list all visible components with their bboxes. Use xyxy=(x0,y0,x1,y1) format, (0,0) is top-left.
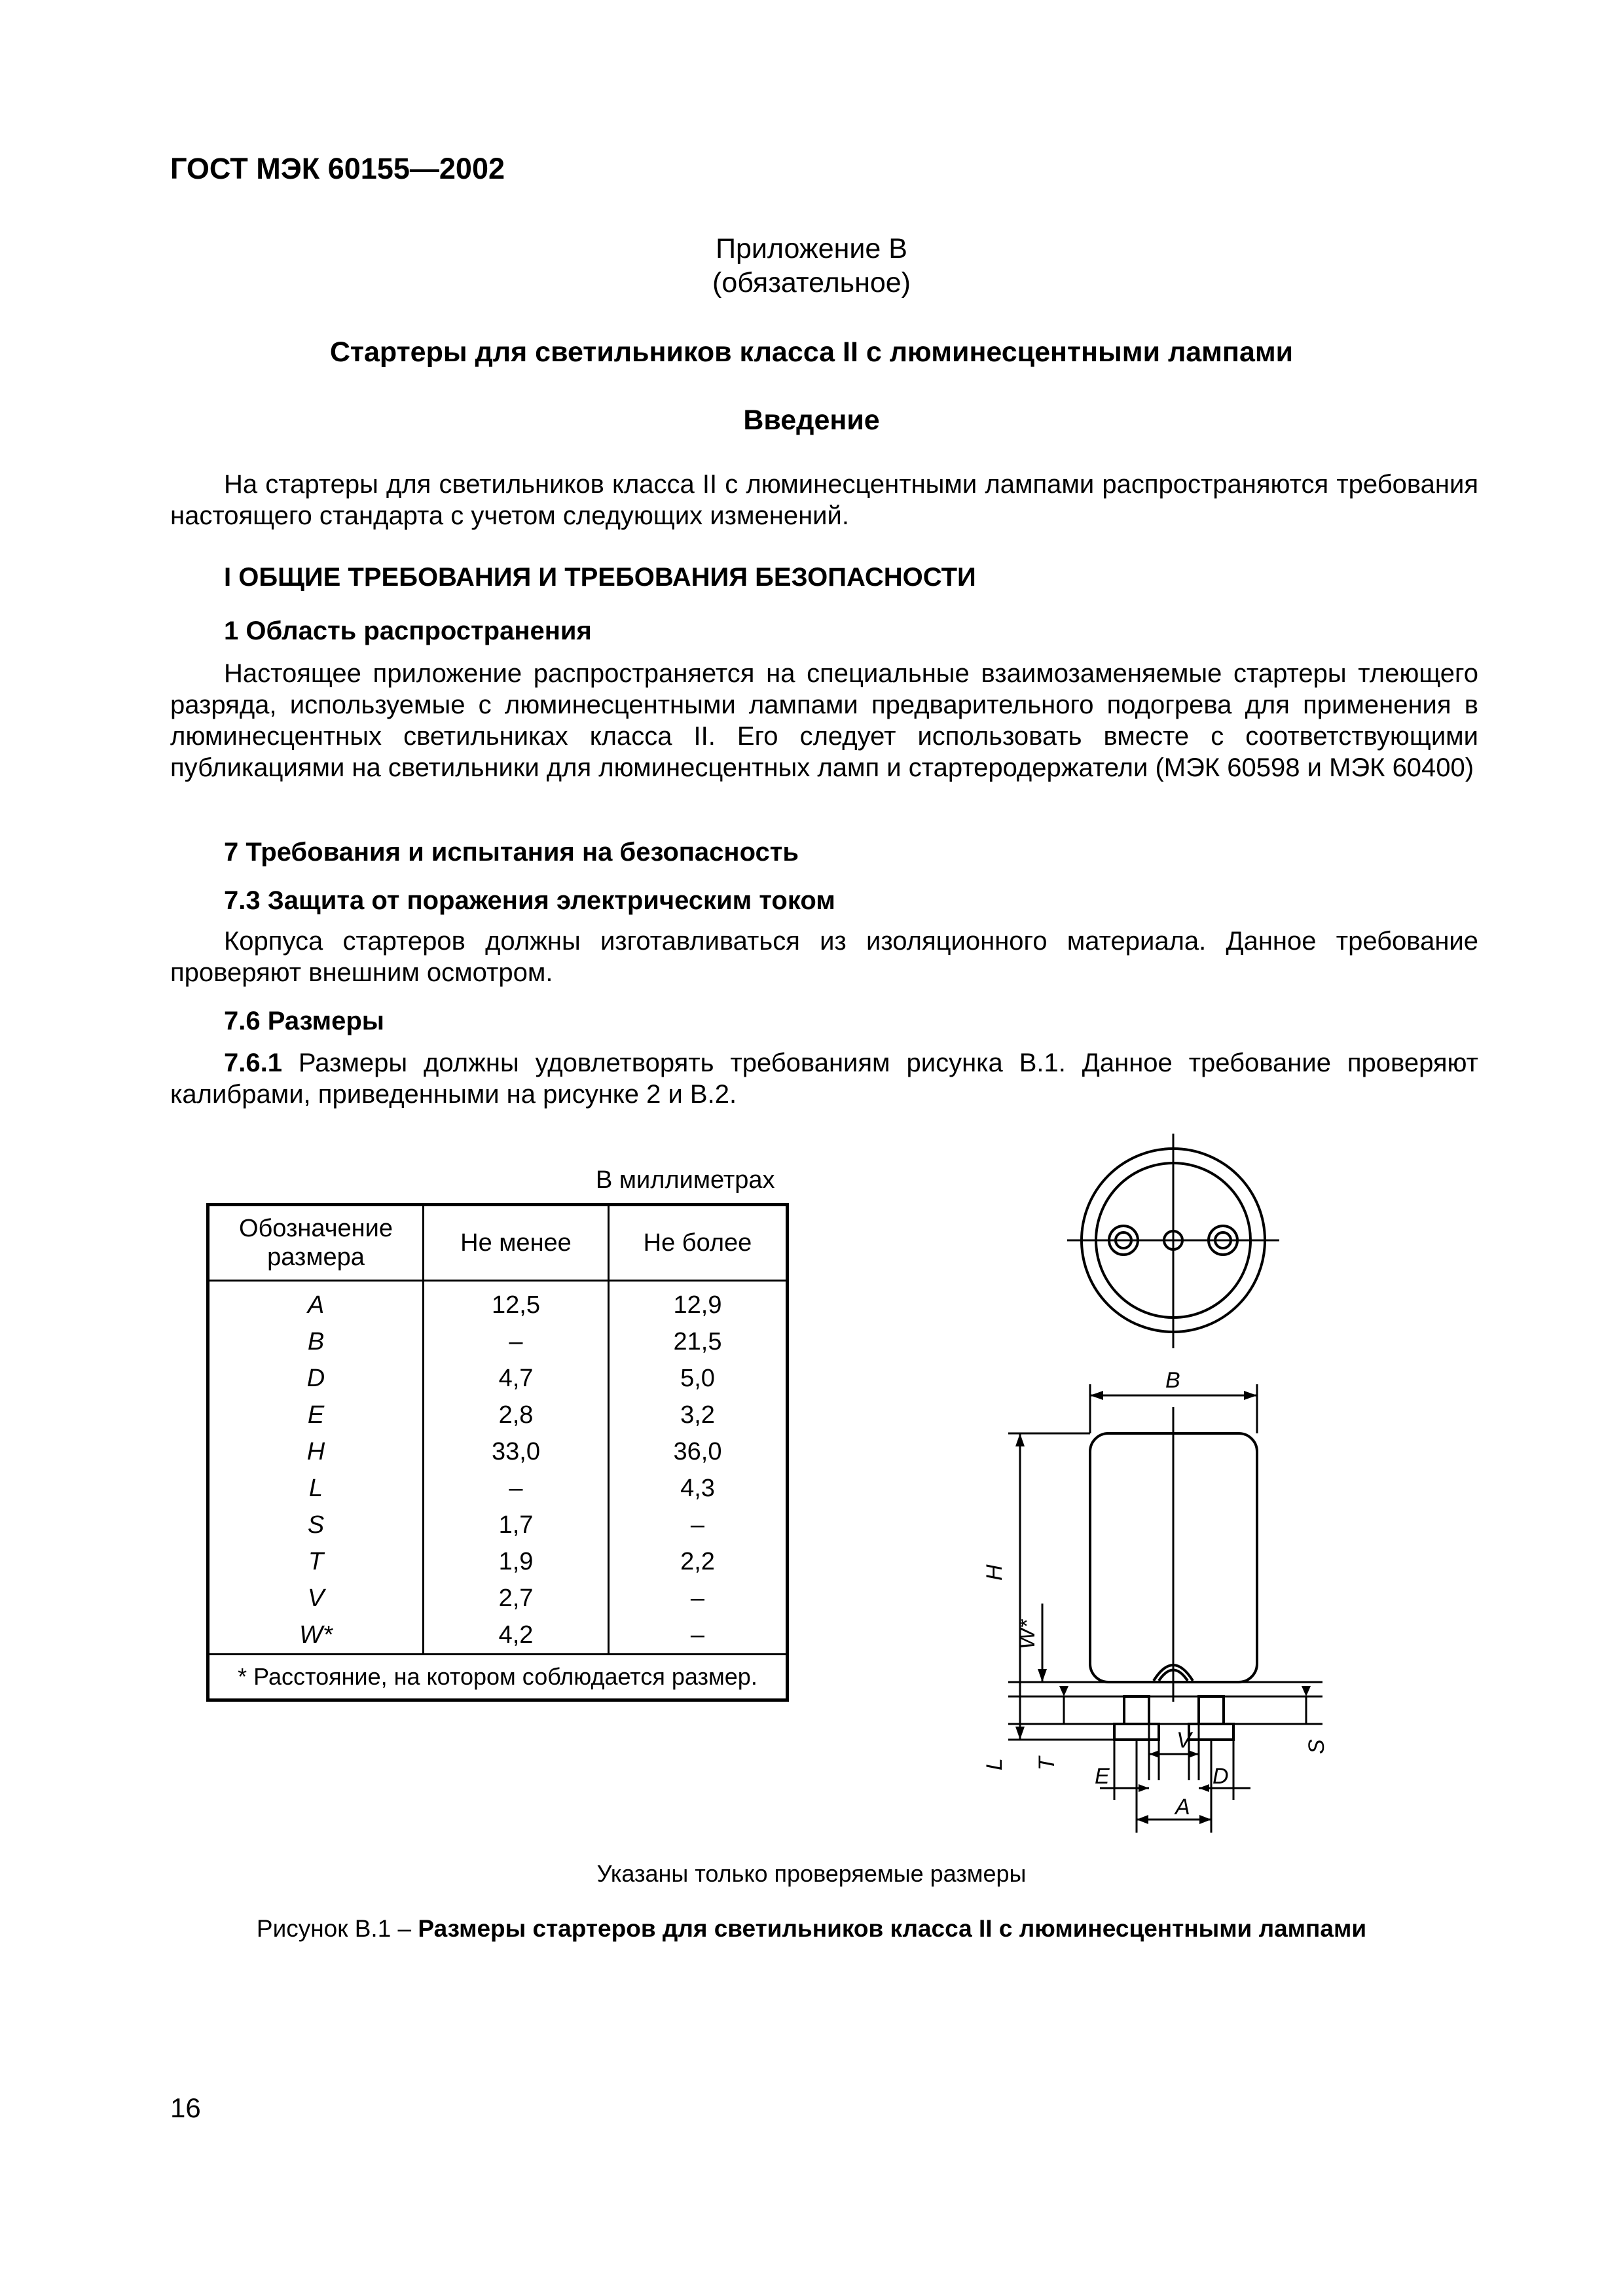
figure-caption xyxy=(0,1915,1623,1943)
table-row xyxy=(208,1470,788,1507)
table-row xyxy=(208,1281,788,1324)
figure-caption-title: Размеры стартеров для светильников класса II с люминесцентными лампами xyxy=(418,1915,1367,1942)
dim-label-d: D xyxy=(1213,1764,1229,1789)
figure-caption-prefix: Рисунок В.1 – xyxy=(256,1915,418,1942)
part-heading: I ОБЩИЕ ТРЕБОВАНИЯ И ТРЕБОВАНИЯ БЕЗОПАСНОСТИ xyxy=(224,563,976,592)
cell-min: 2,8 xyxy=(424,1397,609,1433)
starter-drawing xyxy=(943,1126,1388,1846)
cell-max: – xyxy=(609,1507,788,1543)
header-min: Не менее xyxy=(424,1205,609,1281)
intro-paragraph: На стартеры для светильников класса II с люминесцентными лампами распространяются требования настоящего стандарта с учетом следующих изменений. xyxy=(170,470,1478,530)
cell-min: 12,5 xyxy=(424,1281,609,1324)
cell-min: 33,0 xyxy=(424,1433,609,1470)
cell-min: – xyxy=(424,1470,609,1507)
table-row xyxy=(208,1360,788,1397)
section-7-3-text: Корпуса стартеров должны изготавливаться из изоляционного материала. Данное требование проверяют внешним осмотром. xyxy=(170,927,1478,987)
page-number: 16 xyxy=(170,2092,201,2123)
intro-heading: Введение xyxy=(743,404,880,436)
cell-max: 12,9 xyxy=(609,1281,788,1324)
table-row xyxy=(208,1397,788,1433)
cell-designation: D xyxy=(208,1360,424,1397)
dim-label-e: E xyxy=(1095,1764,1110,1789)
cell-min: 1,7 xyxy=(424,1507,609,1543)
dim-label-l: L xyxy=(982,1758,1007,1770)
cell-max: 3,2 xyxy=(609,1397,788,1433)
table-unit-note: В миллиметрах xyxy=(596,1166,775,1194)
cell-designation: B xyxy=(208,1323,424,1360)
dimension-arrows xyxy=(1015,1391,1311,1824)
starter-side-view xyxy=(1090,1407,1257,1740)
table-row xyxy=(208,1433,788,1470)
table-row xyxy=(208,1507,788,1543)
cell-designation: S xyxy=(208,1507,424,1543)
cell-designation: W* xyxy=(208,1617,424,1655)
section-7-6-title: 7.6 Размеры xyxy=(224,1007,384,1035)
table-row xyxy=(208,1580,788,1617)
dim-label-s: S xyxy=(1304,1739,1329,1754)
cell-min: 4,7 xyxy=(424,1360,609,1397)
dim-label-t: T xyxy=(1034,1757,1059,1770)
cell-min: 4,2 xyxy=(424,1617,609,1655)
document-header: ГОСТ МЭК 60155—2002 xyxy=(170,152,505,185)
section-1-title: 1 Область распространения xyxy=(224,617,592,645)
cell-designation: A xyxy=(208,1281,424,1324)
dim-label-v: V xyxy=(1176,1728,1192,1753)
annex-heading: Стартеры для светильников класса II с люминесцентными лампами xyxy=(329,336,1294,368)
cell-designation: T xyxy=(208,1543,424,1580)
cell-designation: L xyxy=(208,1470,424,1507)
cell-designation: H xyxy=(208,1433,424,1470)
dim-label-h: H xyxy=(982,1564,1007,1581)
cell-min: – xyxy=(424,1323,609,1360)
cell-max: – xyxy=(609,1580,788,1617)
cell-max: 5,0 xyxy=(609,1360,788,1397)
cell-min: 1,9 xyxy=(424,1543,609,1580)
dimensions-table xyxy=(206,1203,789,1702)
section-7-3-title: 7.3 Защита от поражения электрическим током xyxy=(224,886,835,915)
dim-label-b: B xyxy=(1165,1368,1180,1393)
cell-min: 2,7 xyxy=(424,1580,609,1617)
starter-top-view xyxy=(1067,1134,1279,1348)
annex-status: (обязательное) xyxy=(712,267,911,298)
cell-designation: E xyxy=(208,1397,424,1433)
section-1-text: Настоящее приложение распространяется на специальные взаимозаменяемые стартеры тлеющего разряда, используемые с люминесцентными лампами предварительного подогрева для применения в люминесцентных светильниках класса II. Его следует использовать вместе с соответствующими публикациями на светильники для люминесцентных ламп и стартеродержатели (МЭК 60598 и МЭК 60400) xyxy=(170,659,1478,782)
table-header-row xyxy=(208,1205,788,1281)
table-footnote-row xyxy=(208,1655,788,1700)
section-7-6-1-paragraph xyxy=(170,1047,1478,1110)
annex-title: Приложение В xyxy=(716,233,907,264)
table-footnote: * Расстояние, на котором соблюдается размер. xyxy=(208,1655,788,1700)
header-max: Не более xyxy=(609,1205,788,1281)
figure-note: Указаны только проверяемые размеры xyxy=(596,1860,1027,1887)
table-row xyxy=(208,1543,788,1580)
header-designation: Обозначение размера xyxy=(208,1205,424,1281)
cell-max: 36,0 xyxy=(609,1433,788,1470)
cell-max: 2,2 xyxy=(609,1543,788,1580)
table-row xyxy=(208,1617,788,1655)
dim-label-a: A xyxy=(1175,1795,1190,1820)
section-7-6-1-text: Размеры должны удовлетворять требованиям рисунка В.1. Данное требование проверяют калибрами, приведенными на рисунке 2 и В.2. xyxy=(170,1049,1478,1109)
cell-max: 4,3 xyxy=(609,1470,788,1507)
cell-max: – xyxy=(609,1617,788,1655)
section-7-title: 7 Требования и испытания на безопасность xyxy=(224,838,799,867)
cell-max: 21,5 xyxy=(609,1323,788,1360)
section-7-6-1-number: 7.6.1 xyxy=(224,1049,282,1077)
dim-label-w: W* xyxy=(1015,1619,1040,1649)
cell-designation: V xyxy=(208,1580,424,1617)
table-row xyxy=(208,1323,788,1360)
